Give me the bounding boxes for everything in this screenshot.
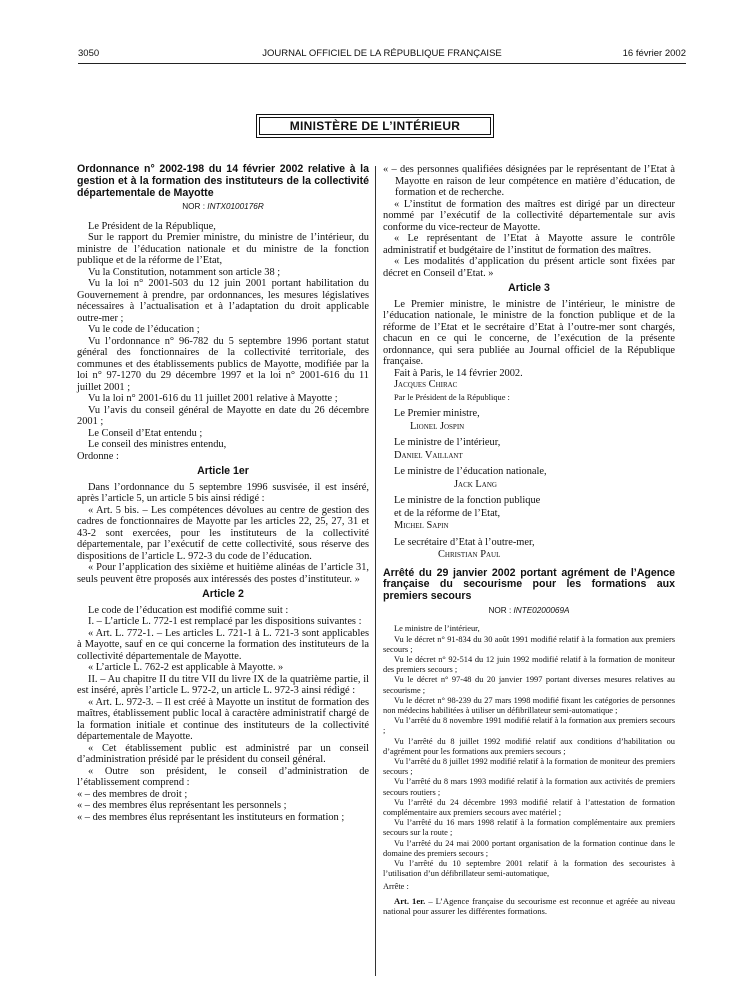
article-2-heading: Article 2 <box>202 588 244 601</box>
column-separator <box>375 166 376 976</box>
preamble-line: Vu la loi n° 2001-616 du 11 juillet 2001 relative à Mayotte ; <box>88 393 338 405</box>
visa-line: Vu l’arrêté du 8 mars 1993 modifié relatif à la formation aux activités de premiers secours routiers ; <box>383 777 675 797</box>
ministry-box <box>256 114 494 138</box>
arrete-visas <box>383 624 675 916</box>
board-member-item: « – des membres élus représentant les instituteurs en formation ; <box>77 811 345 823</box>
preamble-line: Le Président de la République, <box>88 220 216 232</box>
visa-line: Vu le décret n° 97-48 du 20 janvier 1997 portant diverses mesures relatives au secourisme ; <box>383 675 675 695</box>
article-2-paragraph: « L’article L. 762-2 est applicable à Mayotte. » <box>88 662 284 674</box>
article-1-paragraph: « Pour l’application des sixième et huitième alinéas de l’article 31, seuls peuvent être proposés aux intéressés des postes d’instituteur. » <box>77 562 369 585</box>
signatory-role: Le ministre de l’intérieur, <box>394 437 501 448</box>
article-2-paragraph: « Cet établissement public est administré par un conseil d’administration présidé par le président du conseil général. <box>77 742 369 766</box>
preamble-line: Le conseil des ministres entendu, <box>88 439 227 451</box>
page-number: 3050 <box>78 48 100 59</box>
nor-code: INTX0100176R <box>207 202 264 212</box>
preamble-line: Vu la Constitution, notamment son article 38 ; <box>88 266 281 278</box>
signatory-block <box>383 437 675 462</box>
signatory-name: Lionel Jospin <box>410 420 465 432</box>
article-2-paragraph: II. – Au chapitre II du titre VII du livre IX de la quatrième partie, il est inséré, après l’article L. 972-2, un article L. 972-3 ainsi rédigé : <box>77 673 369 697</box>
article-1-paragraph: « Art. 5 bis. – Les compétences dévolues au centre de gestion des cadres de fonctionnaires de Mayotte par les articles 22, 25, 27, 31 et 43-2 sont exercées, pour les instituteurs de la collectivité départementale, par l’exécutif de cette collectivité, sous réserve des dispositions de l’article L. 972-3 du code de l’éducation. <box>77 504 369 562</box>
par-le-president: Par le Président de la République : <box>394 392 510 402</box>
article-3-paragraph: Le Premier ministre, le ministre de l’intérieur, le ministre de l’éducation nationale, le ministre de la fonction publique et de la réforme de l’Etat et le secrétaire d’Etat à l’outre-mer sont chargés, chacun en ce qui le concerne, de l’exécution de la présente ordonnance, qui sera publiée au Journal officiel de la République française. <box>383 298 675 367</box>
visa-line: Vu l’arrêté du 8 juillet 1992 modifié relatif aux conditions d’habilitation ou d’agrément pour les formations aux premiers secours ; <box>383 736 675 756</box>
arrete-label: Arrête : <box>383 882 409 892</box>
arrete-article-1 <box>383 896 675 916</box>
visa-line: Vu le décret n° 92-514 du 12 juin 1992 modifié relatif à la formation de moniteur des premiers secours ; <box>383 655 675 675</box>
article-1-heading: Article 1er <box>197 465 249 478</box>
nor-label: NOR : <box>488 605 512 615</box>
issue-date: 16 février 2002 <box>622 48 686 59</box>
signatory-role: Le secrétaire d’Etat à l’outre-mer, <box>394 536 535 548</box>
signatory-role: Le Premier ministre, <box>394 408 480 419</box>
preamble-line: Vu l’avis du conseil général de Mayotte en date du 26 décembre 2001 ; <box>77 404 369 428</box>
arrete-article-1-text: – L’Agence française du secourisme est reconnue et agréée au niveau national pour assurer les différentes formations. <box>383 895 675 916</box>
right-column <box>383 164 675 916</box>
arrete-article-1-label: Art. 1er. <box>394 895 426 906</box>
visa-line: Vu l’arrêté du 8 novembre 1991 modifié relatif à la formation aux premiers secours ; <box>383 716 675 736</box>
done-at: Fait à Paris, le 14 février 2002. <box>394 367 523 379</box>
article-2-paragraph: Le code de l’éducation est modifié comme suit : <box>88 604 289 616</box>
article-2-paragraph: I. – L’article L. 772-1 est remplacé par les dispositions suivantes : <box>88 616 362 628</box>
header-rule <box>78 63 686 64</box>
signatory-block <box>383 495 675 533</box>
ordonne: Ordonne : <box>77 450 119 462</box>
signatory-name: Christian Paul <box>438 549 501 560</box>
preamble-line: Sur le rapport du Premier ministre, du ministre de l’intérieur, du ministre de l’éducation nationale et du ministre de la fonction publique et de la réforme de l’Etat, <box>77 232 369 267</box>
visa-line: Vu l’arrêté du 10 septembre 2001 relatif à la formation des secouristes à l’utilisation d’un défibrillateur semi-automatique, <box>383 859 675 879</box>
article-3-heading: Article 3 <box>508 282 550 294</box>
board-member-item: « – des membres élus représentant les personnels ; <box>77 800 287 812</box>
ministry-title: MINISTÈRE DE L’INTÉRIEUR <box>259 117 491 135</box>
signatory-name: Jack Lang <box>454 478 497 490</box>
article-2-paragraph: « Outre son président, le conseil d’administration de l’établissement comprend : <box>77 765 369 789</box>
arrete-title: Arrêté du 29 janvier 2002 portant agrément de l’Agence française du secourisme pour les formations aux premiers secours <box>383 566 675 603</box>
board-member-item: « – des membres de droit ; <box>77 788 188 800</box>
journal-title: JOURNAL OFFICIEL DE LA RÉPUBLIQUE FRANÇAISE <box>262 48 502 59</box>
running-header <box>78 48 686 62</box>
signatory-role: Le ministre de la fonction publique <box>394 495 541 506</box>
visa-line: Vu l’arrêté du 24 décembre 1993 modifié relatif à l’attestation de formation complémentaire aux premiers secours avec matériel ; <box>383 797 675 818</box>
arrete-nor <box>383 605 675 617</box>
visa-line: Vu l’arrêté du 8 juillet 1992 modifié relatif à la formation de moniteur des premiers secours ; <box>383 757 675 777</box>
preamble-line: Vu le code de l’éducation ; <box>88 324 200 336</box>
signatory-block <box>383 537 675 562</box>
article-2-paragraph: « L’institut de formation des maîtres est dirigé par un directeur nommé par l’exécutif de la collectivité départementale sur avis conforme du vice-recteur de Mayotte. <box>383 198 675 233</box>
preamble <box>77 221 369 451</box>
visa-line: Le ministre de l’intérieur, <box>394 624 480 634</box>
visa-line: Vu le décret n° 98-239 du 27 mars 1998 modifié fixant les catégories de personnes non médecins habilitées à utiliser un défibrillateur semi-automatique ; <box>383 695 675 716</box>
signatory-role: Le ministre de l’éducation nationale, <box>394 466 547 477</box>
president-signature: Jacques Chirac <box>394 379 458 390</box>
signatory-role: et de la réforme de l’Etat, <box>394 507 501 519</box>
nor-code: INTE0200069A <box>513 605 570 615</box>
ordonnance-title: Ordonnance n° 2002-198 du 14 février 2002 relative à la gestion et à la formation des instituteurs de la collectivité départementale de Mayotte <box>77 163 369 199</box>
ordonnance-nor <box>77 201 369 213</box>
signatory-name: Daniel Vaillant <box>394 449 463 461</box>
visa-line: Vu l’arrêté du 16 mars 1998 relatif à la formation complémentaire aux premiers secours sur la route ; <box>383 818 675 838</box>
nor-label: NOR : <box>182 202 206 212</box>
preamble-line: Vu la loi n° 2001-503 du 12 juin 2001 portant habilitation du Gouvernement à prendre, par ordonnances, les mesures législatives nécessaires à l’actualisation et à l’adaptation du droit applicable outre-mer ; <box>77 278 369 324</box>
article-2-paragraph: « Le représentant de l’Etat à Mayotte assure le contrôle administratif et budgétaire de l’institut de formation des maîtres. <box>383 233 675 256</box>
signatory-block <box>383 466 675 491</box>
board-member-item: « – des personnes qualifiées désignées par le représentant de l’Etat à Mayotte en raison de leur compétence en matière d’éducation, de formation et de recherche. <box>383 164 675 198</box>
signatory-name: Michel Sapin <box>394 520 449 531</box>
visa-line: Vu l’arrêté du 24 mai 2000 portant organisation de la formation continue dans le domaine des premiers secours ; <box>383 838 675 858</box>
preamble-line: Vu l’ordonnance n° 96-782 du 5 septembre 1996 portant statut général des fonctionnaires de la collectivité territoriale, des communes et des établissements publics de Mayotte, modifiée par la loi n° 97-1270 du 29 décembre 1997 et la loi n° 2001-616 du 11 juillet 2001 ; <box>77 335 369 393</box>
article-2-paragraph: « Art. L. 772-1. – Les articles L. 721-1 à L. 721-3 sont applicables à Mayotte, sauf en ce qui concerne la formation des instituteurs de la collectivité départementale de Mayotte. <box>77 627 369 662</box>
signatory-block <box>383 408 675 433</box>
visa-line: Vu le décret n° 91-834 du 30 août 1991 modifié relatif à la formation aux premiers secours ; <box>383 634 675 654</box>
article-2-paragraph: « Art. L. 972-3. – Il est créé à Mayotte un institut de formation des maîtres, établissement public local à caractère administratif chargé de la formation initiale et continue des instituteurs de la collectivité départementale de Mayotte. <box>77 696 369 743</box>
article-1-paragraph: Dans l’ordonnance du 5 septembre 1996 susvisée, il est inséré, après l’article 5, un article 5 bis ainsi rédigé : <box>77 481 369 505</box>
preamble-line: Le Conseil d’Etat entendu ; <box>88 427 203 439</box>
article-2-paragraph: « Les modalités d’application du présent article sont fixées par décret en Conseil d’Etat. » <box>383 256 675 279</box>
left-column <box>77 164 369 823</box>
